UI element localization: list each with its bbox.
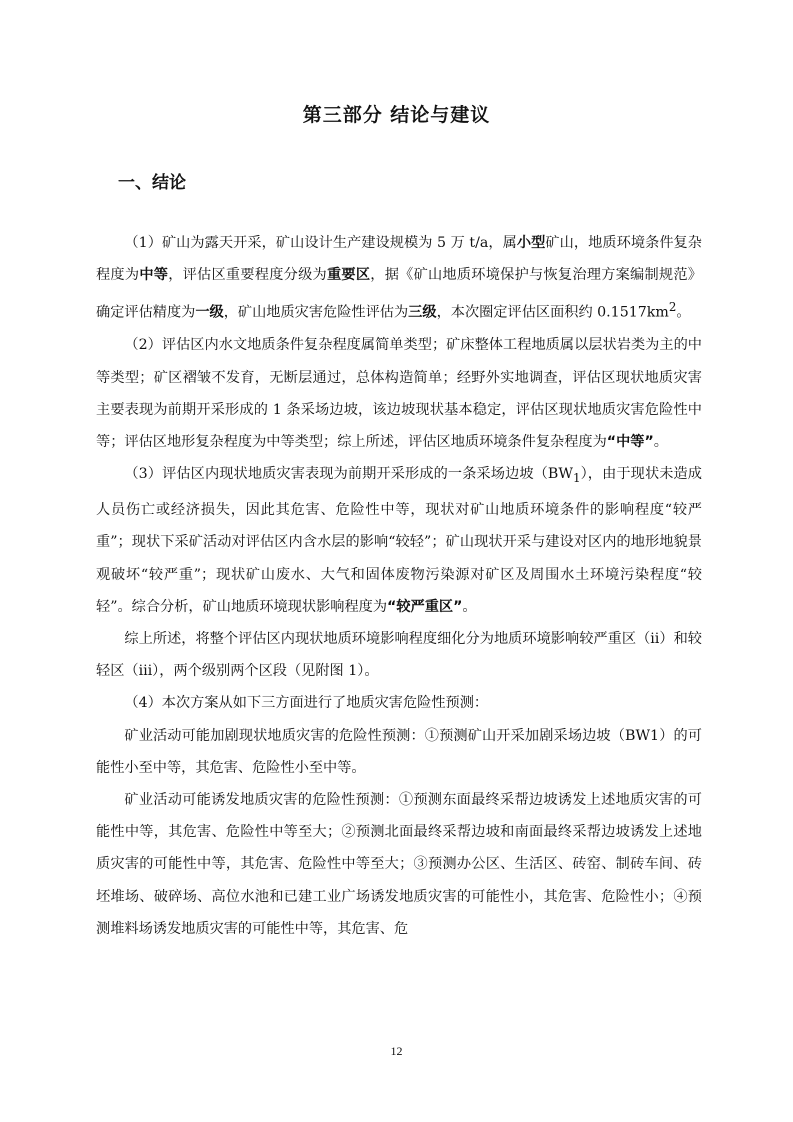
paragraph-3 xyxy=(96,458,702,623)
text-run: 。 xyxy=(653,433,668,450)
bold-run: “中等” xyxy=(606,433,654,450)
text-run: ，矿山地质灾害危险性评估为 xyxy=(223,305,409,322)
bold-run: 小型 xyxy=(516,235,546,251)
paragraph-5: （4）本次方案从如下三方面进行了地质灾害危险性预测： xyxy=(124,695,489,712)
page-number: 12 xyxy=(390,1044,403,1058)
paragraph-2 xyxy=(96,329,702,458)
text-run: （1）矿山为露天开采，矿山设计生产建设规模为 5 万 t/a，属 xyxy=(124,235,517,251)
paragraph-6: 矿业活动可能加剧现状地质灾害的危险性预测：①预测矿山开采加剧采场边坡（BW1）的可能性小至中等，其危害、危险性小至中等。 xyxy=(96,727,702,776)
bold-run: 中等 xyxy=(139,267,169,284)
bold-run: “较严重区” xyxy=(387,598,463,615)
paragraph-1 xyxy=(96,227,702,329)
text-run: ，本次圈定评估区面积约 0.1517km xyxy=(436,305,669,322)
text-run: ，评估区重要程度分级为 xyxy=(168,267,327,284)
superscript: 2 xyxy=(668,300,677,315)
text-run: ，据《矿山地质环境保护与恢复治理方案编制规范》确定评估精度为 xyxy=(96,267,702,322)
bold-run: 重要区 xyxy=(326,267,371,284)
text-run: 。 xyxy=(462,598,477,615)
paragraph-7: 矿业活动可能诱发地质灾害的危险性预测：①预测东面最终采帮边坡诱发上述地质灾害的可能性中等，其危害、危险性中等至大；②预测北面最终采帮边坡和南面最终采帮边坡诱发上述地质灾害的可能性中等，其危害、危险性中等至大；③预测办公区、生活区、砖窑、制砖车间、砖坯堆场、破碎场、高位水池和已建工业广场诱发地质灾害的可能性小，其危害、危险性小；④预测堆料场诱发地质灾害的可能性中等，其危害、危 xyxy=(96,792,702,937)
bold-run: 一级 xyxy=(195,305,224,322)
bold-run: 三级 xyxy=(408,305,437,322)
body-text xyxy=(96,227,702,945)
text-run: 矿山，地质环境条件复杂程度为 xyxy=(96,235,702,284)
text-run: （3）评估区内现状地质灾害表现为前期开采形成的一条采场边坡（BW xyxy=(124,466,573,483)
paragraph-4: 综上所述，将整个评估区内现状地质环境影响程度细化分为地质环境影响较严重区（ⅱ）和较轻区（ⅲ），两个级别两个区段（见附图 1）。 xyxy=(96,631,702,680)
subscript: 1 xyxy=(572,470,581,485)
section-title: 一、结论 xyxy=(118,173,186,193)
text-run: 。 xyxy=(676,305,691,322)
part-title: 第三部分 结论与建议 xyxy=(302,104,491,126)
text-run: ），由于现状未造成人员伤亡或经济损失，因此其危害、危险性中等，现状对矿山地质环境条件的影响程度“较严重”；现状下采矿活动对评估区内含水层的影响“较轻”；矿山现状开采与建设对区内的地形地貌景观破坏“较严重”；现状矿山废水、大气和固体废物污染源对矿区及周围水土环境污染程度“较轻”。综合分析，矿山地质环境现状影响程度为 xyxy=(96,466,702,615)
text-run: （2）评估区内水文地质条件复杂程度属简单类型；矿床整体工程地质属以层状岩类为主的中等类型；矿区褶皱不发育，无断层通过，总体构造简单；经野外实地调查，评估区现状地质灾害主要表现为前期开采形成的 1 条采场边坡，该边坡现状基本稳定，评估区现状地质灾害危险性中等；评估区地形复杂程度为中等类型；综上所述，评估区地质环境条件复杂程度为 xyxy=(96,337,702,450)
